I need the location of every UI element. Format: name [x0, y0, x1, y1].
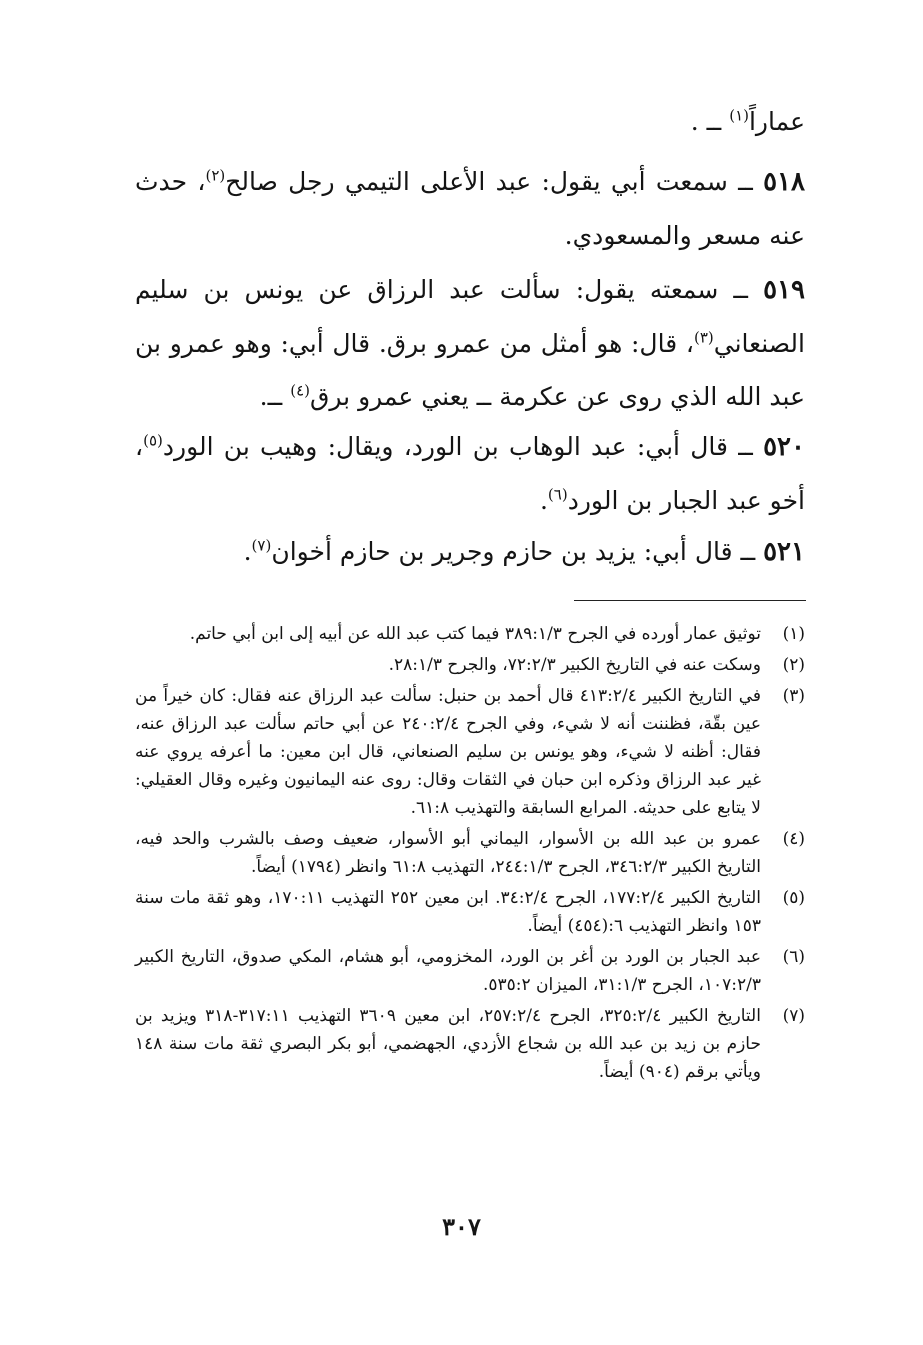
footnote-text: عمرو بن عبد الله بن الأسوار، اليماني أبو الأسوار، ضعيف وصف بالشرب والحد فيه، التاريخ الكبير ٣٤٦:٢/٣، الجرح ٢٤٤:١/٣، التهذيب ٦١:٨ وانظر (١٧٩٤) أيضاً. — [135, 829, 761, 877]
footnote-ref: (٧) — [251, 536, 272, 555]
entry-number: ٥١٨ — [763, 167, 805, 197]
footnote-marker: (٢) — [782, 655, 805, 675]
entry-text: ــ سمعته يقول: سألت عبد الرزاق عن يونس بن سليم الصنعاني — [135, 275, 805, 358]
footnote-ref: (٥) — [143, 431, 163, 450]
entry-text: ، قال: هو أمثل من عمرو برق. قال أبي: وهو عمرو بن عبد الله الذي روى عن عكرمة ــ يعني عمرو برق — [135, 329, 805, 411]
footnote-2 — [135, 651, 805, 679]
footnote-5 — [135, 884, 805, 940]
entry-text: ــ قال أبي: عبد الوهاب بن الورد، ويقال: وهيب بن الورد — [162, 432, 764, 461]
footnote-ref: (٢) — [205, 166, 226, 185]
entry-text: ــ سمعت أبي يقول: عبد الأعلى التيمي رجل صالح — [225, 167, 764, 196]
footnote-text: التاريخ الكبير ١٧٧:٢/٤، الجرح ٣٤:٢/٤. ابن معين ٢٥٢ التهذيب ١٧٠:١١، وهو ثقة مات سنة ١٥٣ وانظر التهذيب ٦:(٤٥٤) أيضاً. — [135, 888, 761, 936]
entry-text: ــ. — [259, 382, 291, 411]
footnote-ref: (٤) — [290, 381, 310, 400]
footnote-marker: (٧) — [782, 1006, 805, 1026]
footnote-ref: (٦) — [547, 485, 568, 504]
footnote-ref: (٣) — [693, 328, 714, 347]
footnotes — [135, 620, 805, 1089]
entry-text: ــ قال أبي: يزيد بن حازم وجرير بن حازم أخوان — [271, 537, 764, 566]
entry-number: ٥٢٠ — [763, 432, 805, 462]
entry-number: ٥١٩ — [763, 275, 805, 305]
entry-520 — [135, 420, 805, 527]
footnote-6 — [135, 943, 805, 999]
footnote-7 — [135, 1002, 805, 1086]
entry-number: ٥٢١ — [763, 537, 805, 567]
footnote-text: في التاريخ الكبير ٤١٣:٢/٤ قال أحمد بن حنبل: سألت عبد الرزاق عنه فقال: كان خيراً من عين بقّة، فظننت أنه لا شيء، وفي الجرح ٢٤٠:٢/٤ عن أبي حاتم سألت عبد الرزاق عنه، فقال: أظنه لا شيء، وهو يونس بن سليم الصنعاني، قال ابن معين: ما أعرفه يروي عنه غير عبد الرزاق وذكره ابن حبان في الثقات وقال: روى عنه اليمانيون وغيره وقال العقيلي: لا يتابع على حديثه. المرابع السابقة والتهذيب ٦١:٨. — [135, 686, 762, 818]
continuation-text: عماراً — [748, 107, 805, 136]
entry-518 — [135, 155, 805, 262]
entry-text: ، حدث عنه مسعر والمسعودي. — [135, 167, 805, 250]
entry-519 — [135, 263, 805, 423]
footnote-text: وسكت عنه في التاريخ الكبير ٧٢:٢/٣، والجرح ٢٨:١/٣. — [388, 655, 761, 675]
footnote-text: توثيق عمار أورده في الجرح ٣٨٩:١/٣ فيما كتب عبد الله عن أبيه إلى ابن أبي حاتم. — [189, 624, 761, 644]
footnote-marker: (٦) — [782, 947, 805, 967]
footnote-marker: (١) — [782, 624, 805, 644]
footnote-separator — [574, 600, 806, 601]
entry-text: . — [243, 537, 252, 566]
continuation-line — [135, 95, 805, 148]
footnote-1 — [135, 620, 805, 648]
footnote-marker: (٥) — [782, 888, 805, 908]
footnote-ref: (١) — [729, 106, 749, 125]
footnote-text: التاريخ الكبير ٣٢٥:٢/٤، الجرح ٢٥٧:٢/٤، ابن معين ٣٦٠٩ التهذيب ٣١٧:١١-٣١٨ ويزيد بن حازم بن زيد بن عبد الله بن شجاع الأزدي، الجهضمي، أبو بكر البصري ثقة مات سنة ١٤٨ ويأتي برقم (٩٠٤) أيضاً. — [135, 1006, 761, 1082]
entry-521 — [135, 525, 805, 579]
continuation-tail: ــ . — [690, 107, 730, 136]
entry-text: . — [539, 486, 548, 515]
page-number: ٣٠٧ — [442, 1212, 481, 1241]
footnote-marker: (٣) — [782, 686, 805, 706]
entry-text: ، أخو عبد الجبار بن الورد — [135, 432, 805, 515]
footnote-4 — [135, 825, 805, 881]
footnote-3 — [135, 682, 805, 822]
footnote-marker: (٤) — [782, 829, 805, 849]
footnote-text: عبد الجبار بن الورد بن أغر بن الورد، المخزومي، أبو هشام، المكي صدوق، التاريخ الكبير ١٠٧:٢/٣، الجرح ٣١:١/٣، الميزان ٥٣٥:٢. — [135, 947, 761, 995]
